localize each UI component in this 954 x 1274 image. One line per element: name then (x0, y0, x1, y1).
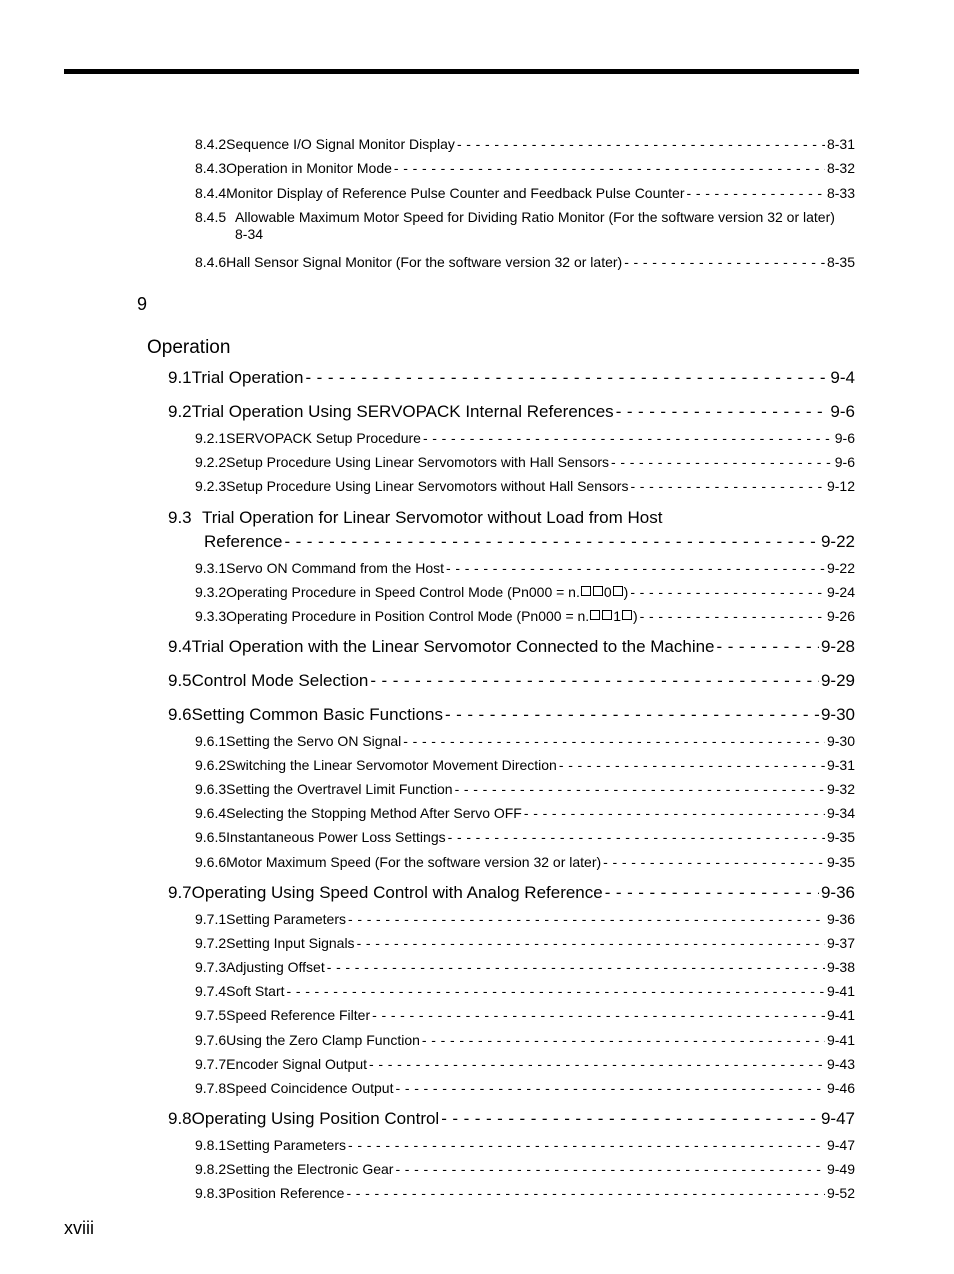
entry-page: 8-33 (826, 185, 855, 201)
entry-title: Setting Parameters (226, 911, 346, 927)
entry-title: Setting Parameters (226, 1137, 346, 1153)
toc-entry-9-7-4[interactable] (195, 983, 855, 999)
entry-number: 9.7.3 (195, 959, 227, 975)
section-number: 9.2 (168, 402, 192, 421)
toc-entry-8-4-2[interactable] (195, 136, 855, 152)
dot-leader (423, 430, 833, 446)
entry-number: 9.3.2 (195, 584, 227, 600)
entry-number: 9.6.6 (195, 854, 227, 870)
toc-entry-9-8-2[interactable] (195, 1161, 855, 1177)
section-title: Setting Common Basic Functions (191, 705, 443, 724)
entry-number: 9.3.3 (195, 608, 227, 624)
dot-leader (370, 671, 819, 691)
entry-page: 9-35 (826, 829, 855, 845)
entry-page: 8-34 (235, 226, 264, 242)
toc-entry-9-8-3[interactable] (195, 1185, 855, 1201)
entry-page: 9-26 (826, 608, 855, 624)
toc-entry-9-7-3[interactable] (195, 959, 855, 975)
dot-leader (422, 1032, 825, 1048)
entry-page: 9-41 (826, 1007, 855, 1023)
toc-section-9-7[interactable] (168, 883, 855, 903)
dot-leader (348, 911, 825, 927)
entry-number: 9.6.1 (195, 733, 227, 749)
entry-page: 9-38 (826, 959, 855, 975)
section-page: 9-29 (820, 671, 855, 690)
section-number: 9.7 (168, 883, 192, 902)
toc-entry-9-2-2[interactable] (195, 454, 855, 470)
toc-entry-9-7-1[interactable] (195, 911, 855, 927)
toc-entry-8-4-5[interactable] (195, 209, 855, 241)
entry-page: 9-31 (826, 757, 855, 773)
placeholder-box-icon (602, 610, 612, 620)
entry-number: 9.7.5 (195, 1007, 227, 1023)
header-rule (64, 69, 859, 74)
entry-title: Setting Input Signals (226, 935, 355, 951)
dot-leader (630, 584, 825, 600)
section-title: Trial Operation Using SERVOPACK Internal References (191, 402, 614, 421)
dot-leader (287, 983, 825, 999)
entry-title: Adjusting Offset (226, 959, 325, 975)
entry-title: Soft Start (226, 983, 285, 999)
section-number: 9.3 (168, 508, 192, 527)
toc-section-9-3-line1[interactable] (168, 508, 662, 528)
entry-title: Operating Procedure in Speed Control Mode (Pn000 = n. 0 ) (226, 584, 629, 600)
dot-leader (395, 1080, 824, 1096)
section-page: 9-36 (820, 883, 855, 902)
entry-title: Speed Reference Filter (226, 1007, 371, 1023)
toc-section-9-5[interactable] (168, 671, 855, 691)
entry-number: 9.7.7 (195, 1056, 227, 1072)
toc-section-9-2[interactable] (168, 402, 855, 422)
entry-page: 9-46 (826, 1080, 855, 1096)
entry-title: Setting the Overtravel Limit Function (226, 781, 453, 797)
toc-section-9-4[interactable] (168, 637, 855, 657)
toc-entry-9-7-2[interactable] (195, 935, 855, 951)
entry-number: 9.7.8 (195, 1080, 227, 1096)
entry-number: 8.4.5 (195, 209, 227, 225)
toc-entry-9-7-5[interactable] (195, 1007, 855, 1023)
entry-title: Instantaneous Power Loss Settings (226, 829, 446, 845)
dot-leader (395, 1161, 825, 1177)
entry-page: 9-36 (826, 911, 855, 927)
entry-title: Hall Sensor Signal Monitor (For the software version 32 or later) (226, 254, 623, 270)
entry-title: Allowable Maximum Motor Speed for Dividing Ratio Monitor (For the software version 32 or later) (235, 209, 835, 225)
entry-page: 9-37 (826, 935, 855, 951)
dot-leader (357, 935, 825, 951)
dot-leader (403, 733, 825, 749)
entry-number: 8.4.6 (195, 254, 227, 270)
placeholder-box-icon (590, 610, 600, 620)
dot-leader (448, 829, 825, 845)
entry-number: 9.7.1 (195, 911, 227, 927)
toc-entry-9-6-1[interactable] (195, 733, 855, 749)
entry-title: Switching the Linear Servomotor Movement Direction (226, 757, 557, 773)
section-page: 9-30 (820, 705, 855, 724)
placeholder-box-icon (613, 586, 623, 596)
toc-entry-9-6-5[interactable] (195, 829, 855, 845)
section-title: Operating Using Position Control (191, 1109, 440, 1128)
entry-title: Setup Procedure Using Linear Servomotors without Hall Sensors (226, 478, 629, 494)
entry-number: 9.7.2 (195, 935, 227, 951)
toc-entry-9-7-6[interactable] (195, 1032, 855, 1048)
toc-entry-9-3-2[interactable] (195, 584, 855, 600)
entry-page: 9-12 (826, 478, 855, 494)
dot-leader (441, 1109, 819, 1129)
toc-entry-9-7-8[interactable] (195, 1080, 855, 1096)
entry-page: 9-30 (826, 733, 855, 749)
section-title: Trial Operation with the Linear Servomotor Connected to the Machine (191, 637, 715, 656)
toc-entry-9-6-2[interactable] (195, 757, 855, 773)
entry-number: 9.6.4 (195, 805, 227, 821)
section-page: 9-22 (820, 532, 855, 551)
entry-page: 8-31 (826, 136, 855, 152)
entry-page: 9-41 (826, 983, 855, 999)
dot-leader (346, 1185, 825, 1201)
toc-section-9-3-line2[interactable] (204, 532, 855, 552)
entry-page: 9-24 (826, 584, 855, 600)
placeholder-box-icon (622, 610, 632, 620)
entry-number: 9.2.1 (195, 430, 227, 446)
entry-page: 9-43 (826, 1056, 855, 1072)
dot-leader (455, 781, 825, 797)
section-title: Trial Operation (191, 368, 304, 387)
entry-page: 9-47 (826, 1137, 855, 1153)
section-number: 9.8 (168, 1109, 192, 1128)
entry-title: Selecting the Stopping Method After Servo OFF (226, 805, 522, 821)
entry-title: Operating Procedure in Position Control Mode (Pn000 = n. 1 ) (226, 608, 638, 624)
page-number: xviii (64, 1218, 94, 1238)
entry-page: 9-41 (826, 1032, 855, 1048)
entry-title: Servo ON Command from the Host (226, 560, 444, 576)
section-title: Control Mode Selection (191, 671, 369, 690)
entry-page: 9-49 (826, 1161, 855, 1177)
dot-leader (559, 757, 825, 773)
chapter-title[interactable]: Operation (147, 337, 231, 358)
toc-section-9-8[interactable] (168, 1109, 855, 1129)
entry-number: 9.8.3 (195, 1185, 227, 1201)
dot-leader (445, 705, 819, 725)
entry-number: 9.6.5 (195, 829, 227, 845)
toc-section-9-1[interactable] (168, 368, 855, 388)
entry-page: 9-6 (834, 430, 855, 446)
entry-title: Setup Procedure Using Linear Servomotors with Hall Sensors (226, 454, 609, 470)
entry-title: Encoder Signal Output (226, 1056, 368, 1072)
entry-title: Monitor Display of Reference Pulse Counter and Feedback Pulse Counter (226, 185, 685, 201)
section-page: 9-47 (820, 1109, 855, 1128)
toc-entry-9-6-6[interactable] (195, 854, 855, 870)
chapter-number: 9 (137, 294, 148, 314)
dot-leader (687, 185, 825, 201)
dot-leader (394, 160, 825, 176)
dot-leader (603, 854, 825, 870)
entry-title: Sequence I/O Signal Monitor Display (226, 136, 455, 152)
dot-leader (616, 402, 829, 422)
toc-entry-9-8-1[interactable] (195, 1137, 855, 1153)
dot-leader (630, 478, 825, 494)
toc-entry-9-3-3[interactable] (195, 608, 855, 624)
entry-title: Operation in Monitor Mode (226, 160, 392, 176)
dot-leader (446, 560, 825, 576)
dot-leader (605, 883, 819, 903)
entry-page: 9-6 (834, 454, 855, 470)
toc-entry-8-4-3[interactable] (195, 160, 855, 176)
toc-entry-9-3-1[interactable] (195, 560, 855, 576)
dot-leader (624, 254, 825, 270)
entry-number: 8.4.2 (195, 136, 227, 152)
section-number: 9.6 (168, 705, 192, 724)
dot-leader (717, 637, 819, 657)
section-number: 9.4 (168, 637, 192, 656)
entry-number: 8.4.3 (195, 160, 227, 176)
entry-title: SERVOPACK Setup Procedure (226, 430, 421, 446)
entry-number: 9.8.2 (195, 1161, 227, 1177)
entry-page: 9-52 (826, 1185, 855, 1201)
toc-entry-8-4-4[interactable] (195, 185, 855, 201)
entry-page: 8-32 (826, 160, 855, 176)
entry-page: 8-35 (826, 254, 855, 270)
entry-page: 9-35 (826, 854, 855, 870)
dot-leader (611, 454, 833, 470)
entry-title: Setting the Servo ON Signal (226, 733, 402, 749)
entry-title: Position Reference (226, 1185, 345, 1201)
placeholder-box-icon (593, 586, 603, 596)
entry-number: 9.2.2 (195, 454, 227, 470)
entry-number: 8.4.4 (195, 185, 227, 201)
section-page: 9-28 (820, 637, 855, 656)
section-page: 9-6 (830, 402, 855, 421)
toc-entry-9-6-4[interactable] (195, 805, 855, 821)
section-title: Trial Operation for Linear Servomotor without Load from Host (202, 508, 663, 527)
toc-entry-9-6-3[interactable] (195, 781, 855, 797)
dot-leader (457, 136, 825, 152)
placeholder-box-icon (581, 586, 591, 596)
entry-title: Motor Maximum Speed (For the software version 32 or later) (226, 854, 602, 870)
section-number: 9.1 (168, 368, 192, 387)
entry-title: Setting the Electronic Gear (226, 1161, 394, 1177)
entry-page: 9-34 (826, 805, 855, 821)
entry-number: 9.3.1 (195, 560, 227, 576)
dot-leader (348, 1137, 825, 1153)
entry-number: 9.8.1 (195, 1137, 227, 1153)
section-title-continued: Reference (204, 532, 283, 551)
toc-entry-9-7-7[interactable] (195, 1056, 855, 1072)
entry-page: 9-32 (826, 781, 855, 797)
entry-number: 9.7.6 (195, 1032, 227, 1048)
toc-entry-9-2-1[interactable] (195, 430, 855, 446)
dot-leader (369, 1056, 825, 1072)
dot-leader (524, 805, 825, 821)
entry-number: 9.2.3 (195, 478, 227, 494)
toc-section-9-6[interactable] (168, 705, 855, 725)
dot-leader (305, 368, 828, 388)
entry-number: 9.6.2 (195, 757, 227, 773)
entry-number: 9.7.4 (195, 983, 227, 999)
toc-entry-9-2-3[interactable] (195, 478, 855, 494)
section-page: 9-4 (830, 368, 855, 387)
entry-number: 9.6.3 (195, 781, 227, 797)
entry-page: 9-22 (826, 560, 855, 576)
entry-title: Speed Coincidence Output (226, 1080, 394, 1096)
dot-leader (327, 959, 825, 975)
section-number: 9.5 (168, 671, 192, 690)
dot-leader (284, 532, 819, 552)
section-title: Operating Using Speed Control with Analog Reference (191, 883, 603, 902)
dot-leader (640, 608, 825, 624)
dot-leader (372, 1007, 825, 1023)
toc-entry-8-4-6[interactable] (195, 254, 855, 270)
entry-title: Using the Zero Clamp Function (226, 1032, 420, 1048)
